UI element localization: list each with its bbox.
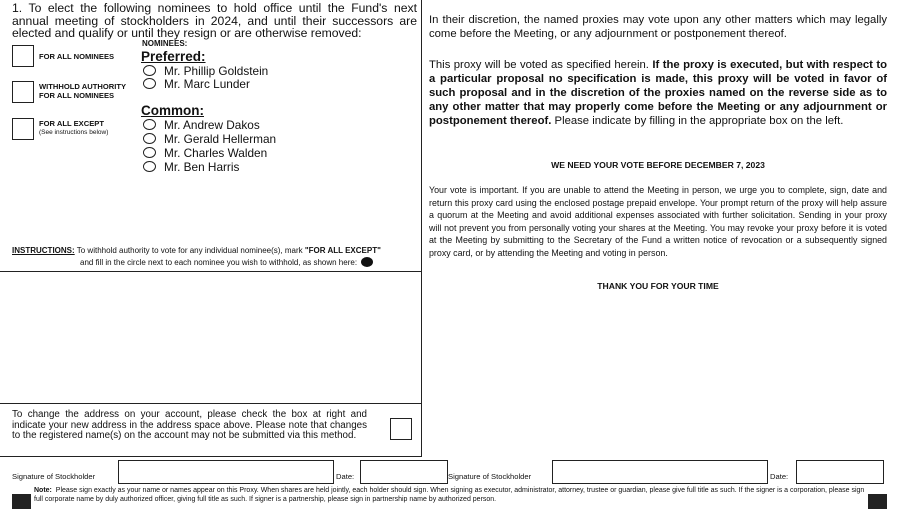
nominee-row[interactable]: Mr. Ben Harris xyxy=(143,161,239,174)
registration-mark-right xyxy=(868,494,887,509)
proxy-voted-paragraph: This proxy will be voted as specified herein. If the proxy is executed, but with respect to a particular proposal no specification is made, this proxy will be voted in favor of such proposal and in the discretion of the proxies named on the reverse side as to any other matter that may properly come before the Meeting or any adjournment or postponement thereof. Please indicate by filling in the appropriate box on the left. xyxy=(429,59,887,127)
nominee-circle[interactable] xyxy=(143,133,156,144)
date-field-2[interactable] xyxy=(796,460,884,484)
vote-important-paragraph: Your vote is important. If you are unable to attend the Meeting in person, we urge you to complete, sign, date and return this proxy card using the enclosed postage prepaid envelope. Your prompt return of the proxy will help assure a quorum at the Meeting and avoid additional expenses associated with further solicitation. Sending in your proxy will not prevent you from personally voting your shares at the Meeting. You may revoke your proxy before it is voted at the Meeting by submitting to the Secretary of the Fund a written notice of revocation or a subsequently signed proxy card, or by attending the Meeting and voting in person. xyxy=(429,185,887,258)
withhold-authority-checkbox[interactable] xyxy=(12,81,34,103)
for-all-nominees-label: FOR ALL NOMINEES xyxy=(39,52,115,61)
instructions-line2: and fill in the circle next to each nominee you wish to withhold, as shown here: xyxy=(80,257,373,268)
filled-circle-icon xyxy=(361,257,373,267)
nominee-circle[interactable] xyxy=(143,161,156,172)
nominees-heading: NOMINEES: xyxy=(142,39,188,48)
signature-field-2[interactable] xyxy=(552,460,768,484)
for-all-except-sub: (See instructions below) xyxy=(39,129,109,136)
registration-mark-left xyxy=(12,494,31,509)
nominee-circle[interactable] xyxy=(143,78,156,89)
nominee-circle[interactable] xyxy=(143,147,156,158)
common-heading: Common: xyxy=(141,103,204,118)
signature-label-1: Signature of Stockholder xyxy=(12,472,96,481)
discretion-paragraph: In their discretion, the named proxies may vote upon any other matters which may legally come before the Meeting, or any adjournment or postponement thereof. xyxy=(429,14,887,40)
nominee-row[interactable]: Mr. Gerald Hellerman xyxy=(143,133,276,146)
nominee-row[interactable]: Mr. Phillip Goldstein xyxy=(143,65,268,78)
nominee-circle[interactable] xyxy=(143,119,156,130)
address-divider xyxy=(0,403,421,404)
withhold-authority-label: WITHHOLD AUTHORITY FOR ALL NOMINEES xyxy=(39,82,127,100)
for-all-except-label: FOR ALL EXCEPT (See instructions below) xyxy=(39,119,109,136)
column-divider xyxy=(421,0,422,457)
nominee-row[interactable]: Mr. Charles Walden xyxy=(143,147,267,160)
date-label-1: Date: xyxy=(336,472,355,481)
nominee-row[interactable]: Mr. Andrew Dakos xyxy=(143,119,260,132)
instructions-line1: INSTRUCTIONS: To withhold authority to vote for any individual nominee(s), mark "FOR ALL EXCEPT" xyxy=(12,246,381,255)
signature-field-1[interactable] xyxy=(118,460,334,484)
preferred-heading: Preferred: xyxy=(141,49,206,64)
address-change-checkbox[interactable] xyxy=(390,418,412,440)
nominee-row[interactable]: Mr. Marc Lunder xyxy=(143,78,250,91)
instructions-divider xyxy=(0,271,421,272)
nominee-circle[interactable] xyxy=(143,65,156,76)
address-bottom-divider xyxy=(0,456,421,457)
item1-text: 1. To elect the following nominees to hold office until the Fund's next annual meeting of stockholders in 2024, and until their successors are elected and qualify or until they resign or are otherwise removed: xyxy=(12,1,417,40)
instructions-label: INSTRUCTIONS: xyxy=(12,246,75,255)
signing-note: Note: Please sign exactly as your name or names appear on this Proxy. When shares are held jointly, each holder should sign. When signing as executor, administrator, attorney, trustee or guardian, please give full title as such. If the signer is a corporation, please sign full corporate name by duly authorized officer, giving full title as such. If signer is a partnership, please sign in partnership name by authorized person. xyxy=(34,487,865,503)
date-field-1[interactable] xyxy=(360,460,448,484)
for-all-nominees-checkbox[interactable] xyxy=(12,45,34,67)
signature-label-2: Signature of Stockholder xyxy=(448,472,532,481)
date-label-2: Date: xyxy=(770,472,789,481)
thank-you-text: THANK YOU FOR YOUR TIME xyxy=(597,281,719,291)
address-change-text: To change the address on your account, please check the box at right and indicate your new address in the address space above. Please note that changes to the registered name(s) on the account may not be submitted via this method. xyxy=(12,409,367,441)
for-all-except-checkbox[interactable] xyxy=(12,118,34,140)
vote-deadline-heading: WE NEED YOUR VOTE BEFORE DECEMBER 7, 2023 xyxy=(551,160,765,170)
